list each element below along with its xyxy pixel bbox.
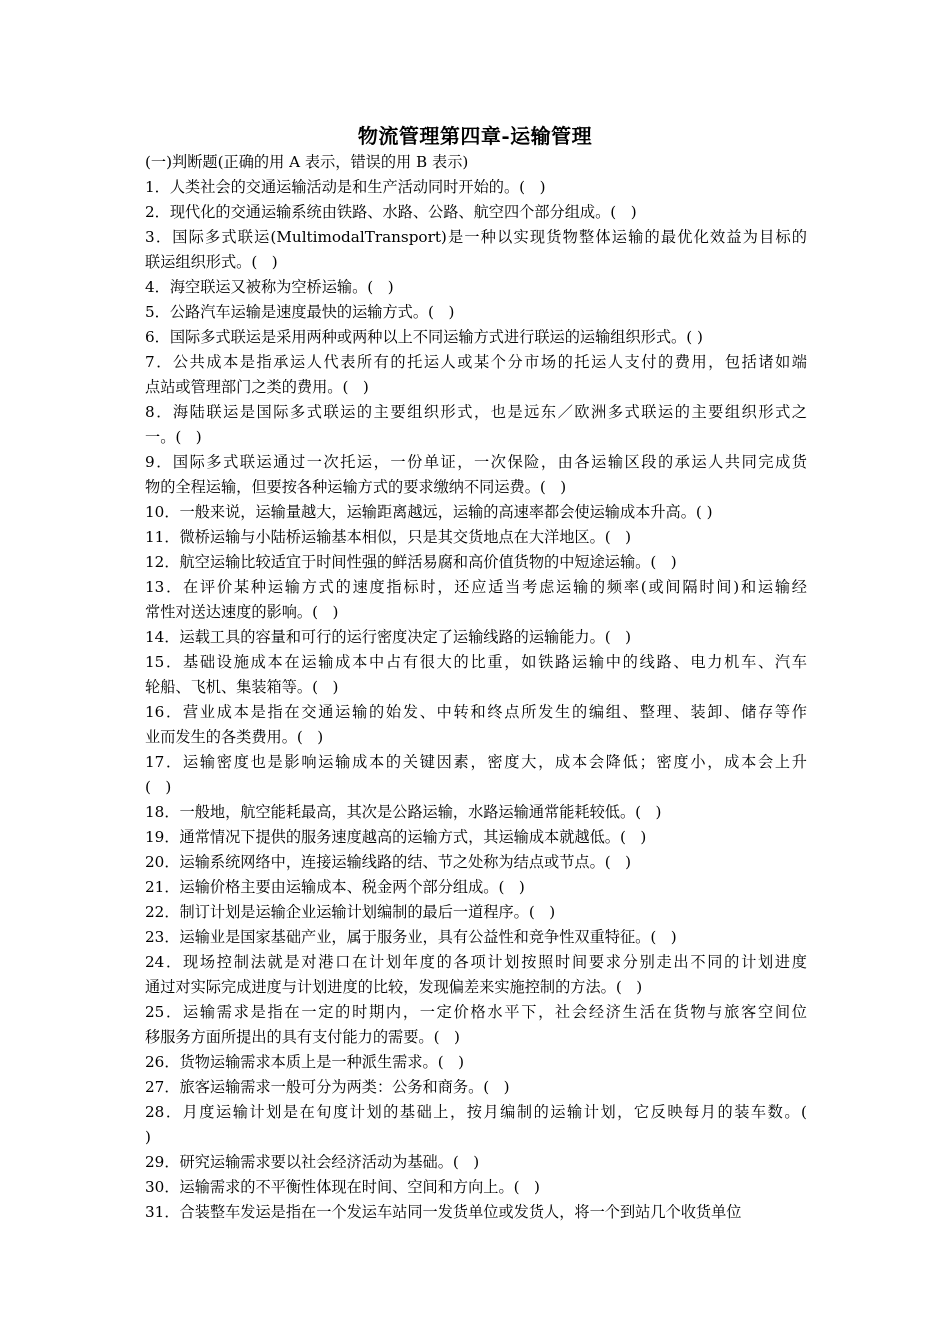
question-21-line-1: 21．运输价格主要由运输成本、税金两个部分组成。( ) (145, 878, 525, 896)
question-15-line-1: 15．基础设施成本在运输成本中占有很大的比重，如铁路运输中的线路、电力机车、汽车 (145, 653, 807, 671)
question-4-line-1: 4．海空联运又被称为空桥运输。( ) (145, 278, 394, 296)
question-25-line-1: 25．运输需求是指在一定的时期内，一定价格水平下，社会经济生活在货物与旅客空间位 (145, 1003, 807, 1021)
question-10-line-1: 10．一般来说，运输量越大，运输距离越远，运输的高速率都会使运输成本升高。( ) (145, 503, 713, 521)
section-heading: (一)判断题(正确的用 A 表示，错误的用 B 表示) (145, 153, 469, 171)
document-body (145, 150, 807, 1225)
question-25-line-2: 移服务方面所提出的具有支付能力的需要。( ) (145, 1028, 460, 1046)
question-23-line-1: 23．运输业是国家基础产业，属于服务业，具有公益性和竞争性双重特征。( ) (145, 928, 677, 946)
question-9-line-2: 物的全程运输，但要按各种运输方式的要求缴纳不同运费。( ) (145, 478, 567, 496)
question-3-line-1: 3．国际多式联运(MultimodalTransport)是一种以实现货物整体运输的最优化效益为目标的 (145, 228, 807, 246)
question-22-line-1: 22．制订计划是运输企业运输计划编制的最后一道程序。( ) (145, 903, 556, 921)
document-title: 物流管理第四章-运输管理 (357, 124, 593, 148)
question-13-line-1: 13．在评价某种运输方式的速度指标时，还应适当考虑运输的频率(或间隔时间)和运输经 (145, 578, 807, 596)
question-15-line-2: 轮船、飞机、集装箱等。( ) (145, 678, 339, 696)
question-24-line-1: 24．现场控制法就是对港口在计划年度的各项计划按照时间要求分别走出不同的计划进度 (145, 953, 807, 971)
question-8-line-1: 8．海陆联运是国际多式联运的主要组织形式，也是远东／欧洲多式联运的主要组织形式之 (145, 403, 807, 421)
question-16-line-2: 业而发生的各类费用。( ) (145, 728, 324, 746)
question-30-line-1: 30．运输需求的不平衡性体现在时间、空间和方向上。( ) (145, 1178, 540, 1196)
question-28-line-2: ) (145, 1128, 151, 1146)
question-16-line-1: 16．营业成本是指在交通运输的始发、中转和终点所发生的编组、整理、装卸、储存等作 (145, 703, 807, 721)
question-31-line-1: 31．合装整车发运是指在一个发运车站同一发货单位或发货人，将一个到站几个收货单位 (145, 1203, 742, 1221)
question-12-line-1: 12．航空运输比较适宜于时间性强的鲜活易腐和高价值货物的中短途运输。( ) (145, 553, 677, 571)
question-9-line-1: 9．国际多式联运通过一次托运，一份单证，一次保险，由各运输区段的承运人共同完成货 (145, 453, 807, 471)
question-19-line-1: 19．通常情况下提供的服务速度越高的运输方式，其运输成本就越低。( ) (145, 828, 647, 846)
question-7-line-2: 点站或管理部门之类的费用。( ) (145, 378, 369, 396)
question-1-line-1: 1．人类社会的交通运输活动是和生产活动同时开始的。( ) (145, 178, 546, 196)
question-7-line-1: 7．公共成本是指承运人代表所有的托运人或某个分市场的托运人支付的费用，包括诸如端 (145, 353, 807, 371)
question-3-line-2: 联运组织形式。( ) (145, 253, 278, 271)
question-17-line-1: 17．运输密度也是影响运输成本的关键因素，密度大，成本会降低；密度小，成本会上升 (145, 753, 807, 771)
question-8-line-2: 一。( ) (145, 428, 202, 446)
question-18-line-1: 18．一般地，航空能耗最高，其次是公路运输，水路运输通常能耗较低。( ) (145, 803, 662, 821)
question-20-line-1: 20．运输系统网络中，连接运输线路的结、节之处称为结点或节点。( ) (145, 853, 632, 871)
question-6-line-1: 6．国际多式联运是采用两种或两种以上不同运输方式进行联运的运输组织形式。( ) (145, 328, 703, 346)
question-13-line-2: 常性对送达速度的影响。( ) (145, 603, 339, 621)
question-28-line-1: 28．月度运输计划是在旬度计划的基础上，按月编制的运输计划，它反映每月的装车数。( (145, 1103, 807, 1121)
question-24-line-2: 通过对实际完成进度与计划进度的比较，发现偏差来实施控制的方法。( ) (145, 978, 643, 996)
question-2-line-1: 2．现代化的交通运输系统由铁路、水路、公路、航空四个部分组成。( ) (145, 203, 637, 221)
question-11-line-1: 11．微桥运输与小陆桥运输基本相似，只是其交货地点在大洋地区。( ) (145, 528, 632, 546)
question-17-line-2: ( ) (145, 778, 172, 796)
question-26-line-1: 26．货物运输需求本质上是一种派生需求。( ) (145, 1053, 465, 1071)
question-14-line-1: 14．运载工具的容量和可行的运行密度决定了运输线路的运输能力。( ) (145, 628, 632, 646)
question-27-line-1: 27．旅客运输需求一般可分为两类：公务和商务。( ) (145, 1078, 510, 1096)
question-29-line-1: 29．研究运输需求要以社会经济活动为基础。( ) (145, 1153, 480, 1171)
question-5-line-1: 5．公路汽车运输是速度最快的运输方式。( ) (145, 303, 455, 321)
